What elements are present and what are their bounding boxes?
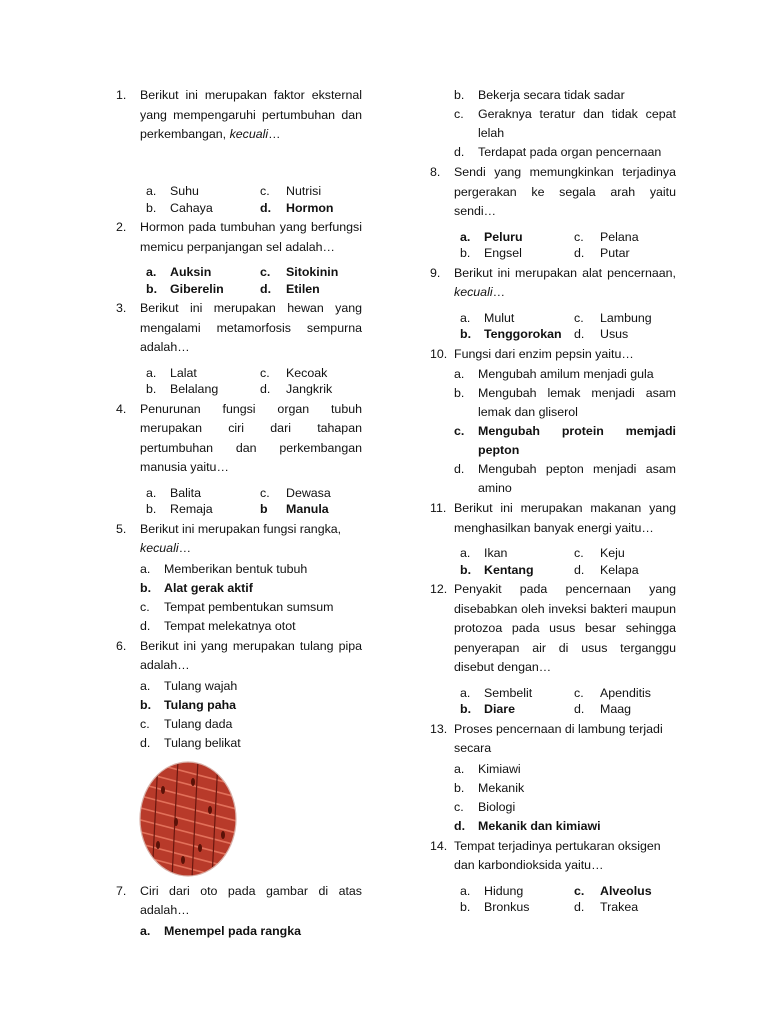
option-text: Suhu — [170, 184, 199, 198]
option-letter: b. — [146, 200, 157, 215]
option-letter: c. — [260, 184, 270, 198]
option-text: Kelapa — [600, 562, 639, 577]
option-letter: c. — [454, 799, 464, 814]
question-number: 1. — [116, 88, 127, 102]
question-number: 13. — [430, 721, 448, 736]
options-q8 — [454, 229, 676, 262]
option-text: Manula — [286, 502, 329, 516]
question-4 — [116, 400, 362, 478]
question-6 — [116, 637, 362, 754]
option-letter: c. — [574, 546, 584, 560]
option-text: Mekanik — [478, 780, 525, 795]
option-text: Lambung — [600, 310, 652, 325]
option-text: Tempat pembentukan sumsum — [164, 599, 334, 614]
question-number: 2. — [116, 220, 127, 234]
option-text: Balita — [170, 485, 201, 500]
question-stem: Proses pencernaan di lambung terjadi secara — [454, 721, 663, 755]
question-stem: Ciri dari oto pada gambar di atas adalah… — [140, 883, 362, 917]
option-letter: a. — [460, 546, 471, 560]
question-stem: Penyakit pada pencernaan yang disebabkan oleh inveksi bakteri maupun protozoa pada usus besar sehingga penyerapan air di usus terganggu disebut dengan… — [454, 582, 676, 674]
option-letter: c. — [260, 365, 270, 380]
option-text: Cahaya — [170, 200, 213, 215]
option-text: Kimiawi — [478, 761, 521, 776]
option-text: Mulut — [484, 310, 515, 325]
option-letter: a. — [454, 367, 465, 381]
question-number: 10. — [430, 346, 448, 361]
option-text: Diare — [484, 702, 515, 716]
option-text: Apenditis — [600, 685, 651, 700]
option-letter: a. — [140, 923, 151, 938]
option-text: Hidung — [484, 883, 524, 898]
option-text: Bekerja secara tidak sadar — [478, 88, 625, 102]
option-text: Tulang dada — [164, 716, 233, 731]
options-q7 — [140, 922, 362, 941]
option-letter: c. — [140, 716, 150, 731]
question-stem: Hormon pada tumbuhan yang berfungsi memicu perpanjangan sel adalah… — [140, 220, 362, 254]
option-text: Mengubah amilum menjadi gula — [478, 367, 654, 381]
option-text: Sembelit — [484, 685, 533, 700]
options-q9 — [454, 310, 676, 343]
option-text: Engsel — [484, 246, 522, 260]
option-letter: c. — [140, 599, 150, 614]
option-text: Trakea — [600, 900, 639, 914]
option-letter: c. — [574, 685, 584, 700]
options-q7-continued — [454, 86, 676, 162]
option-text: Alveolus — [600, 883, 652, 898]
option-text: Mengubah lemak menjadi asam lemak dan gliserol — [478, 386, 676, 419]
options-q1 — [140, 183, 362, 216]
option-letter: a. — [460, 883, 471, 898]
option-letter: b. — [146, 281, 158, 296]
option-text: Hormon — [286, 200, 334, 215]
question-stem: Sendi yang memungkinkan terjadinya pergerakan ke segala arah yaitu sendi… — [454, 165, 676, 218]
option-letter: b. — [460, 246, 471, 260]
option-text: Keju — [600, 546, 625, 560]
option-letter: b. — [146, 502, 157, 516]
options-q10 — [454, 365, 676, 498]
option-text: Terdapat pada organ pencernaan — [478, 145, 662, 159]
question-stem: Berikut ini merupakan faktor eksternal yang mempengaruhi pertumbuhan dan perkembangan, kecuali… — [140, 88, 362, 141]
option-letter: c. — [260, 265, 271, 279]
option-text: Tulang belikat — [164, 735, 241, 750]
options-q12 — [454, 685, 676, 718]
question-11 — [430, 499, 676, 538]
question-3 — [116, 299, 362, 358]
option-text: Usus — [600, 327, 629, 341]
option-letter: d. — [574, 702, 585, 716]
option-letter: a. — [140, 561, 151, 576]
option-text: Geraknya teratur dan tidak cepat lelah — [478, 107, 676, 140]
option-text: Bronkus — [484, 900, 530, 914]
options-q4 — [140, 485, 362, 518]
option-letter: b. — [140, 580, 152, 595]
option-letter: c. — [454, 107, 464, 121]
option-letter: d. — [260, 382, 271, 396]
question-number: 6. — [116, 638, 127, 653]
option-letter: a. — [454, 761, 465, 776]
question-2 — [116, 218, 362, 257]
option-letter: a. — [460, 229, 471, 244]
option-letter: d. — [574, 327, 585, 341]
option-text: Nutrisi — [286, 184, 322, 198]
question-7 — [116, 882, 362, 942]
question-number: 3. — [116, 301, 127, 315]
question-stem: Berikut ini merupakan hewan yang mengalami metamorfosis sempurna adalah… — [140, 301, 362, 354]
question-stem: Penurunan fungsi organ tubuh merupakan ciri dari tahapan pertumbuhan dan perkembangan manusia yaitu… — [140, 401, 362, 474]
option-letter: b. — [460, 327, 472, 341]
option-text: Mekanik dan kimiawi — [478, 818, 601, 833]
option-letter: d. — [454, 145, 465, 159]
option-letter: b. — [454, 386, 465, 400]
option-text: Memberikan bentuk tubuh — [164, 561, 308, 576]
question-1 — [116, 86, 362, 176]
question-number: 8. — [430, 165, 441, 179]
option-letter: c. — [260, 485, 270, 500]
options-q5 — [140, 560, 362, 636]
option-letter: c. — [574, 229, 584, 244]
option-letter: d. — [454, 462, 465, 476]
option-text: Maag — [600, 702, 631, 716]
question-9 — [430, 264, 676, 303]
option-text: Ikan — [484, 546, 508, 560]
option-letter: a. — [146, 265, 157, 279]
cardiac-muscle-illustration — [138, 760, 238, 878]
question-stem: Berikut ini merupakan fungsi rangka, kecuali… — [140, 521, 342, 555]
option-letter: b — [260, 502, 268, 516]
option-text: Tempat melekatnya otot — [164, 618, 296, 633]
option-letter: a. — [140, 678, 151, 693]
question-number: 11. — [430, 501, 447, 515]
option-text: Jangkrik — [286, 382, 333, 396]
options-q2 — [140, 264, 362, 297]
option-text: Mengubah protein memjadi pepton — [478, 424, 676, 457]
option-letter: a. — [460, 310, 471, 325]
option-letter: b. — [146, 382, 157, 396]
option-letter: d. — [574, 246, 585, 260]
option-letter: c. — [574, 883, 585, 898]
question-5 — [116, 520, 362, 637]
option-text: Menempel pada rangka — [164, 923, 302, 938]
option-letter: b. — [140, 697, 152, 712]
option-text: Mengubah pepton menjadi asam amino — [478, 462, 676, 495]
option-text: Auksin — [170, 265, 212, 279]
option-text: Belalang — [170, 382, 219, 396]
question-number: 9. — [430, 265, 441, 280]
question-12 — [430, 580, 676, 678]
question-10 — [430, 345, 676, 500]
option-letter: a. — [146, 184, 157, 198]
option-letter: d. — [260, 281, 272, 296]
question-number: 5. — [116, 521, 127, 536]
question-stem: Tempat terjadinya pertukaran oksigen dan karbondioksida yaitu… — [454, 838, 661, 872]
option-letter: b. — [460, 900, 471, 914]
option-text: Biologi — [478, 799, 516, 814]
question-8 — [430, 163, 676, 222]
option-text: Peluru — [484, 229, 523, 244]
options-q13 — [454, 760, 676, 836]
option-letter: a. — [460, 685, 471, 700]
option-text: Tulang paha — [164, 697, 237, 712]
question-stem: Berikut ini merupakan alat pencernaan, kecuali… — [454, 265, 676, 299]
option-text: Lalat — [170, 365, 197, 380]
question-number: 12. — [430, 582, 448, 596]
question-number: 14. — [430, 838, 448, 853]
option-letter: d. — [140, 735, 151, 750]
question-number: 7. — [116, 883, 127, 898]
question-13 — [430, 720, 676, 837]
option-letter: d. — [260, 200, 272, 215]
question-stem: Berikut ini merupakan makanan yang menghasilkan banyak energi yaitu… — [454, 501, 676, 535]
options-q14 — [454, 883, 676, 916]
option-text: Kentang — [484, 562, 534, 577]
option-letter: d. — [574, 562, 585, 577]
option-text: Putar — [600, 246, 630, 260]
option-letter: d. — [574, 900, 585, 914]
options-q6 — [140, 677, 362, 753]
option-text: Remaja — [170, 502, 213, 516]
option-letter: c. — [574, 310, 584, 325]
question-stem: Fungsi dari enzim pepsin yaitu… — [454, 346, 634, 361]
question-stem: Berikut ini yang merupakan tulang pipa adalah… — [140, 638, 362, 672]
question-number: 4. — [116, 401, 127, 416]
option-text: Etilen — [286, 281, 320, 296]
option-letter: b. — [460, 702, 472, 716]
option-text: Tenggorokan — [484, 327, 562, 341]
option-text: Dewasa — [286, 485, 331, 500]
option-letter: d. — [140, 618, 151, 633]
right-column — [430, 86, 676, 918]
option-letter: b. — [454, 780, 465, 795]
option-text: Tulang wajah — [164, 678, 238, 693]
option-text: Alat gerak aktif — [164, 580, 253, 595]
option-text: Giberelin — [170, 281, 224, 296]
option-letter: d. — [454, 818, 466, 833]
options-q11 — [454, 545, 676, 578]
option-letter: b. — [460, 562, 472, 577]
options-q3 — [140, 365, 362, 398]
question-14 — [430, 837, 676, 876]
option-letter: a. — [146, 485, 157, 500]
option-text: Kecoak — [286, 365, 328, 380]
option-text: Pelana — [600, 229, 639, 244]
option-letter: a. — [146, 365, 157, 380]
option-letter: b. — [454, 88, 465, 102]
option-text: Sitokinin — [286, 265, 339, 279]
option-letter: c. — [454, 424, 465, 438]
